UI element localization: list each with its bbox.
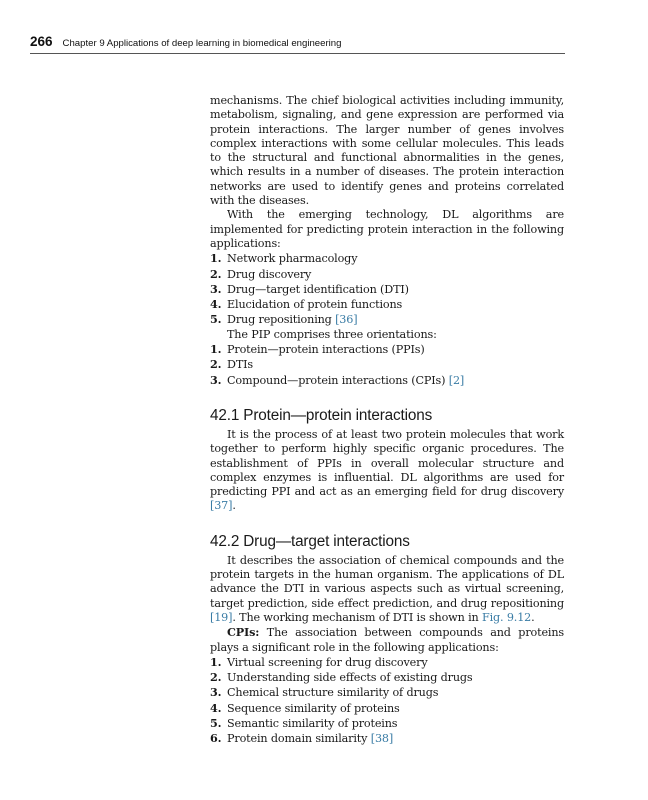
cpi-lead: CPIs:: [227, 625, 260, 640]
citation-link[interactable]: [2]: [448, 373, 465, 387]
orientations-list: [210, 342, 564, 388]
citation-link[interactable]: [37]: [210, 499, 233, 513]
list-item: 2. Drug discovery: [210, 266, 312, 281]
list-item: 3. Chemical structure similarity of drugs: [210, 685, 439, 700]
citation-link[interactable]: [36]: [335, 313, 358, 327]
ppi-paragraph: It is the process of at least two protein molecules that work together to perform highly specific organic procedures. The establishment of PPIs in overall molecular structure and complex enzymes is influential. DL algorithms are used for predicting PPI and act as an emerging field for drug discovery [37].: [210, 427, 564, 513]
dti-paragraph: It describes the association of chemical compounds and the protein targets in the human organism. The applications of DL advance the DTI in various aspects such as virtual screening, target prediction, side effect prediction, and drug repositioning [19]. The working mechanism of DTI is shown in Fig. 9.12.: [210, 553, 564, 624]
intro-paragraph-2: With the emerging technology, DL algorithms are implemented for predicting protein interaction in the following applications:: [210, 208, 564, 250]
citation-link[interactable]: [38]: [370, 732, 394, 746]
list-item: 2. DTIs: [210, 357, 253, 372]
list-item: 4. Sequence similarity of proteins: [210, 700, 400, 715]
intro-paragraph-1: mechanisms. The chief biological activities including immunity, metabolism, signaling, and gene expression are performed via protein interactions. The larger number of genes involves complex interactions with some cellular molecules. This leads to the structural and functional abnormalities in the genes, which results in a number of diseases. The protein interaction networks are used to identify genes and proteins correlated with the diseases.: [210, 94, 564, 208]
chapter-title: Chapter 9 Applications of deep learning in biomedical engineering: [62, 38, 342, 49]
list-item: 1. Network pharmacology: [210, 251, 358, 266]
citation-link[interactable]: [19]: [210, 610, 233, 624]
main-text-column: [210, 94, 564, 747]
figure-link[interactable]: Fig. 9.12: [481, 610, 532, 624]
list-item: 5. Semantic similarity of proteins: [210, 715, 398, 730]
applications-list: [210, 251, 564, 327]
intro-paragraph-3: The PIP comprises three orientations:: [227, 327, 437, 341]
section-heading-dti: 42.2 Drug—target interactions: [210, 532, 410, 550]
running-header: [30, 34, 565, 54]
list-item: 5. Drug repositioning [36]: [210, 312, 358, 327]
list-item: 2. Understanding side effects of existing drugs: [210, 670, 473, 685]
page-number: 266: [30, 34, 53, 49]
cpi-paragraph: CPIs: The association between compounds and proteins plays a significant role in the following applications:: [210, 625, 564, 654]
list-item: 4. Elucidation of protein functions: [210, 297, 403, 312]
section-heading-ppi: 42.1 Protein—protein interactions: [210, 406, 433, 424]
list-item: 3. Drug—target identification (DTI): [210, 281, 409, 296]
list-item: 1. Virtual screening for drug discovery: [210, 654, 428, 669]
list-item: 1. Protein—protein interactions (PPIs): [210, 342, 425, 357]
list-item: 6. Protein domain similarity [38]: [210, 731, 394, 746]
cpi-applications-list: [210, 655, 564, 747]
list-item: 3. Compound—protein interactions (CPIs) [2]: [210, 372, 465, 387]
